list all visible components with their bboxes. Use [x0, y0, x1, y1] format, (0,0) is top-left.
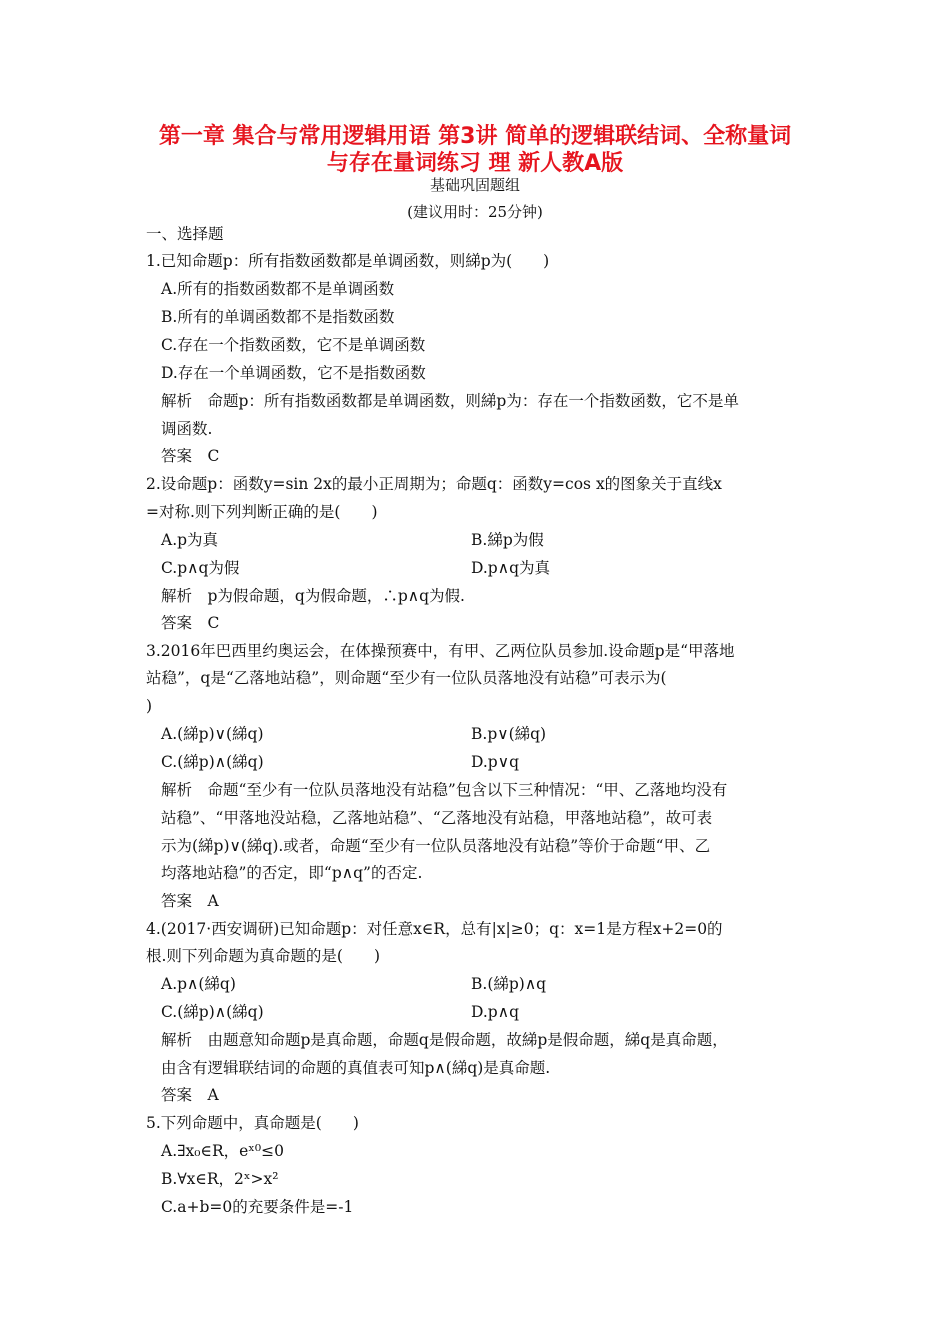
- q3-answer: 答案 A: [161, 892, 219, 910]
- q1-analysis-line-2: 调函数.: [161, 420, 213, 438]
- q3-analysis-line-4: 均落地站稳”的否定，即“p∧q”的否定.: [161, 864, 423, 882]
- q4-stem-line-2: 根.则下列命题为真命题的是( ): [146, 947, 381, 965]
- q4-option-d: D.p∧q: [471, 1003, 519, 1021]
- q3-option-c: C.(綈p)∧(綈q): [161, 753, 264, 771]
- q2-option-a: A.p为真: [161, 531, 219, 549]
- q4-answer: 答案 A: [161, 1086, 219, 1104]
- q4-analysis-line-1: 解析 由题意知命题p是真命题，命题q是假命题，故綈p是假命题，綈q是真命题，: [161, 1031, 728, 1049]
- q5-option-b: B.∀x∈R，2ˣ>x²: [161, 1170, 279, 1188]
- q3-option-d: D.p∨q: [471, 753, 519, 771]
- q2-stem-line-1: 2.设命题p：函数y=sin 2x的最小正周期为；命题q：函数y=cos x的图象关于直线x: [146, 475, 722, 493]
- q4-option-b: B.(綈p)∧q: [471, 975, 547, 993]
- q3-option-a: A.(綈p)∨(綈q): [161, 725, 264, 743]
- q5-stem: 5.下列命题中，真命题是( ): [146, 1114, 359, 1132]
- q4-stem-line-1: 4.(2017·西安调研)已知命题p：对任意x∈R，总有|x|≥0；q：x=1是方程x+2=0的: [146, 920, 723, 938]
- q1-stem: 1.已知命题p：所有指数函数都是单调函数，则綈p为( ): [146, 252, 550, 270]
- document-title-line-2: 与存在量词练习 理 新人教A版: [326, 151, 624, 176]
- q4-option-a: A.p∧(綈q): [161, 975, 236, 993]
- q1-option-c: C.存在一个指数函数，它不是单调函数: [161, 336, 426, 354]
- time-hint: (建议用时：25分钟): [407, 203, 543, 221]
- q1-option-d: D.存在一个单调函数，它不是指数函数: [161, 364, 426, 382]
- q3-stem-line-3: ): [146, 697, 153, 715]
- q3-analysis-line-1: 解析 命题“至少有一位队员落地没有站稳”包含以下三种情况：“甲、乙落地均没有: [161, 781, 728, 799]
- q1-analysis-line-1: 解析 命题p：所有指数函数都是单调函数，则綈p为：存在一个指数函数，它不是单: [161, 392, 739, 410]
- q4-analysis-line-2: 由含有逻辑联结词的命题的真值表可知p∧(綈q)是真命题.: [161, 1059, 551, 1077]
- q1-answer: 答案 C: [161, 447, 220, 465]
- section-heading: 一、选择题: [146, 225, 224, 243]
- q3-analysis-line-2: 站稳”、“甲落地没站稳，乙落地站稳”、“乙落地没有站稳，甲落地站稳”，故可表: [161, 809, 713, 827]
- q1-option-b: B.所有的单调函数都不是指数函数: [161, 308, 395, 326]
- q5-option-c: C.a+b=0的充要条件是=-1: [161, 1198, 354, 1216]
- q3-analysis-line-3: 示为(綈p)∨(綈q).或者，命题“至少有一位队员落地没有站稳”等价于命题“甲、乙: [161, 837, 711, 855]
- document-title-line-1: 第一章 集合与常用逻辑用语 第3讲 简单的逻辑联结词、全称量词: [158, 124, 792, 149]
- q2-stem-line-2: =对称.则下列判断正确的是( ): [146, 503, 378, 521]
- q3-stem-line-1: 3.2016年巴西里约奥运会，在体操预赛中，有甲、乙两位队员参加.设命题p是“甲落地: [146, 642, 735, 660]
- q5-option-a: A.∃x₀∈R，eˣ⁰≤0: [161, 1142, 284, 1160]
- q2-analysis: 解析 p为假命题，q为假命题，∴p∧q为假.: [161, 587, 465, 605]
- q4-option-c: C.(綈p)∧(綈q): [161, 1003, 264, 1021]
- q1-option-a: A.所有的指数函数都不是单调函数: [161, 280, 395, 298]
- q2-option-b: B.綈p为假: [471, 531, 544, 549]
- q2-option-c: C.p∧q为假: [161, 559, 240, 577]
- group-heading: 基础巩固题组: [429, 176, 520, 194]
- q2-answer: 答案 C: [161, 614, 220, 632]
- q2-option-d: D.p∧q为真: [471, 559, 550, 577]
- q3-option-b: B.p∨(綈q): [471, 725, 547, 743]
- q3-stem-line-2: 站稳”，q是“乙落地站稳”，则命题“至少有一位队员落地没有站稳”可表示为(: [146, 669, 667, 687]
